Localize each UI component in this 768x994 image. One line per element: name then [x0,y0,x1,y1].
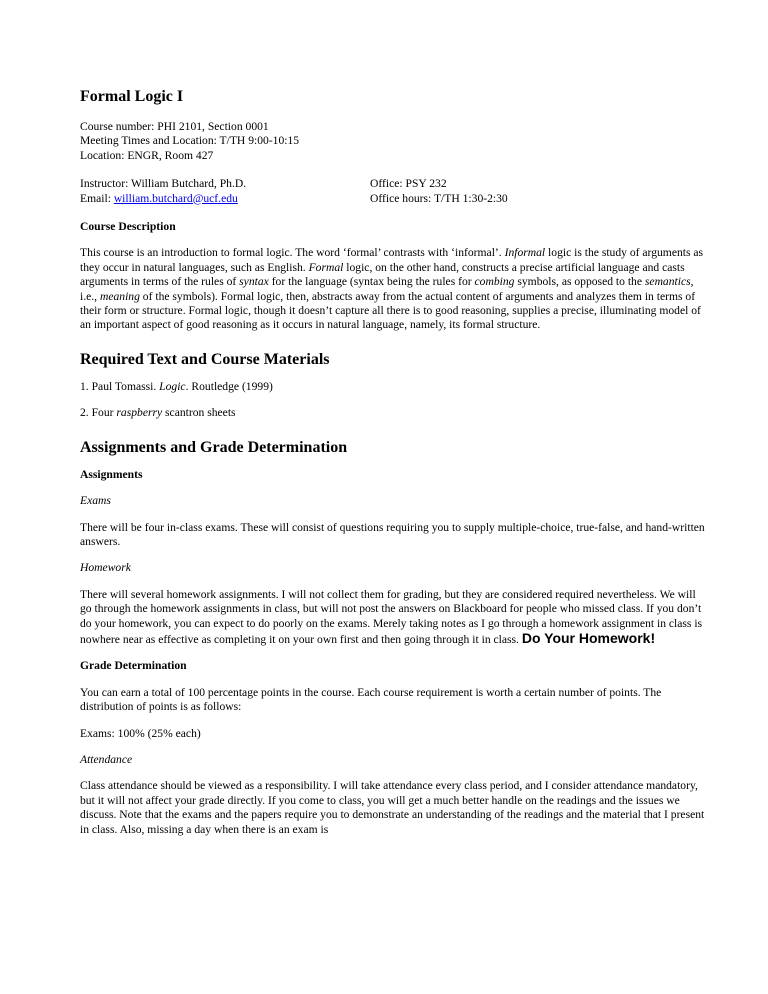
course-location: Location: ENGR, Room 427 [80,148,214,162]
required-text-item-1: 1. Paul Tomassi. Logic. Routledge (1999) [80,379,273,393]
homework-emphasis: Do Your Homework! [521,629,656,646]
exams-label: Exams [80,494,111,508]
instructor-info [80,177,710,206]
page-title: Formal Logic I [80,88,184,105]
email-link[interactable]: william.butchard@ucf.edu [113,191,238,205]
assignments-subheading: Assignments [80,467,143,481]
course-description-text: This course is an introduction to formal logic. The word ‘formal’ contrasts with ‘informal’. Informal logic is the study of arguments as they occur in natural languages, such as English. Formal logic, on the other hand, constructs a precise artificial language and casts arguments in terms of the rules of syntax for the language (syntax being the rules for combing symbols, as opposed to the semantics, i.e., meaning of the symbols). Formal logic, then, abstracts away from the actual content of arguments and analyzes them in terms of their form or structure. Formal logic, though it doesn’t capture all there is to good reasoning, supplies a precise, illuminating model of an important aspect of good reasoning as it occurs in natural language, namely, its formal structure. [80,246,704,332]
instructor-name: Instructor: William Butchard, Ph.D. [80,177,247,191]
email-label: Email: [80,191,114,205]
course-number: Course number: PHI 2101, Section 0001 [80,120,269,133]
office-location: Office: PSY 232 [370,177,447,191]
attendance-text: Class attendance should be viewed as a responsibility. I will take attendance every class period, and I consider attendance mandatory, but it will not affect your grade directly. If you come to class, you will get a much better handle on the readings and the issues we discuss. Note that the exams and the papers require you to demonstrate an understanding of the readings and the material that I present in class. Also, missing a day when there is an exam is [80,779,705,836]
course-description-heading: Course Description [80,220,176,234]
meeting-times: Meeting Times and Location: T/TH 9:00-10:15 [80,134,300,148]
homework-text: There will several homework assignments. I will not collect them for grading, but they are considered required nevertheless. We will go through the homework assignments in class, but will not post the answers on Blackboard for people who missed class. If you don’t do your homework, you can expect to do poorly on the exams. Merely taking notes as I go through a homework assignment in class is nowhere near as effective as completing it on your own first and then going through it in class. Do Your Homework! [80,587,703,646]
exams-text: There will be four in-class exams. These will consist of questions requiring you to supply multiple-choice, true-false, and hand-written answers. [80,520,705,548]
required-text-item-2: 2. Four raspberry scantron sheets [80,406,236,420]
grade-text: You can earn a total of 100 percentage points in the course. Each course requirement is worth a certain number of points. The distribution of points is as follows: [80,685,662,714]
grade-determination-heading: Grade Determination [80,659,187,673]
grade-exams: Exams: 100% (25% each) [80,726,201,740]
assignments-heading: Assignments and Grade Determination [80,438,348,456]
office-hours: Office hours: T/TH 1:30-2:30 [370,191,508,205]
attendance-label: Attendance [80,752,133,766]
required-text-heading: Required Text and Course Materials [80,350,330,368]
course-info [80,120,710,163]
instructor-email-line [80,192,370,206]
homework-label: Homework [80,561,131,575]
document-page [80,88,710,849]
